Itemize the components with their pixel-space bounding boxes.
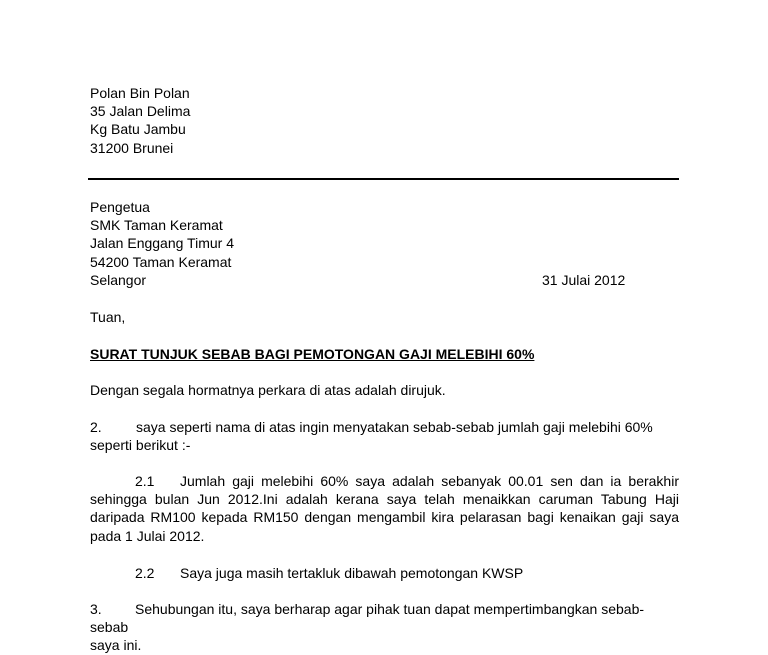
sender-street: 35 Jalan Delima [90, 103, 191, 120]
paragraph-3-line1: Sehubungan itu, saya berharap agar pihak tuan dapat mempertimbangkan sebab-sebab [90, 601, 645, 636]
sender-address [90, 84, 190, 157]
recipient-title: Pengetua [90, 199, 150, 215]
paragraph-2 [90, 418, 679, 454]
recipient-state: Selangor [90, 271, 147, 288]
paragraph-3-number: 3. [90, 601, 102, 617]
paragraph-2-2 [90, 564, 679, 582]
paragraph-2-1-number: 2.1 [135, 473, 155, 489]
letter-subject: SURAT TUNJUK SEBAB BAGI PEMOTONGAN GAJI MELEBIHI 60% [90, 346, 535, 362]
recipient-address [90, 198, 234, 289]
recipient-street: Jalan Enggang Timur 4 [90, 235, 234, 252]
paragraph-2-1 [90, 472, 679, 545]
salutation: Tuan, [90, 309, 126, 325]
recipient-postcode: 54200 Taman Keramat [90, 253, 232, 270]
opening-paragraph: Dengan segala hormatnya perkara di atas adalah dirujuk. [90, 382, 446, 398]
paragraph-2-number: 2. [90, 419, 102, 435]
paragraph-3-line2: saya ini. [90, 637, 142, 654]
paragraph-3 [90, 600, 679, 655]
sender-village: Kg Batu Jambu [90, 121, 186, 138]
letter-date: 31 Julai 2012 [542, 272, 626, 288]
paragraph-2-2-text: Saya juga masih tertakluk dibawah pemotongan KWSP [180, 565, 524, 581]
paragraph-2-1-text: Jumlah gaji melebihi 60% saya adalah sebanyak 00.01 sen dan ia berakhir sehingga bulan Jun 2012.Ini adalah kerana saya telah menaikkan caruman Tabung Haji daripada RM100 kepada RM150 dengan mengambil kira pelarasan bagi kenaikan gaji saya pada 1 Julai 2012. [90, 473, 679, 544]
header-divider [88, 178, 679, 180]
paragraph-2-line1: saya seperti nama di atas ingin menyatakan sebab-sebab jumlah gaji melebihi 60% [136, 419, 653, 435]
paragraph-2-line2: seperti berikut :- [90, 437, 191, 454]
sender-name: Polan Bin Polan [90, 85, 190, 101]
recipient-school: SMK Taman Keramat [90, 217, 223, 234]
sender-postcode: 31200 Brunei [90, 139, 174, 156]
paragraph-2-2-number: 2.2 [135, 565, 155, 581]
